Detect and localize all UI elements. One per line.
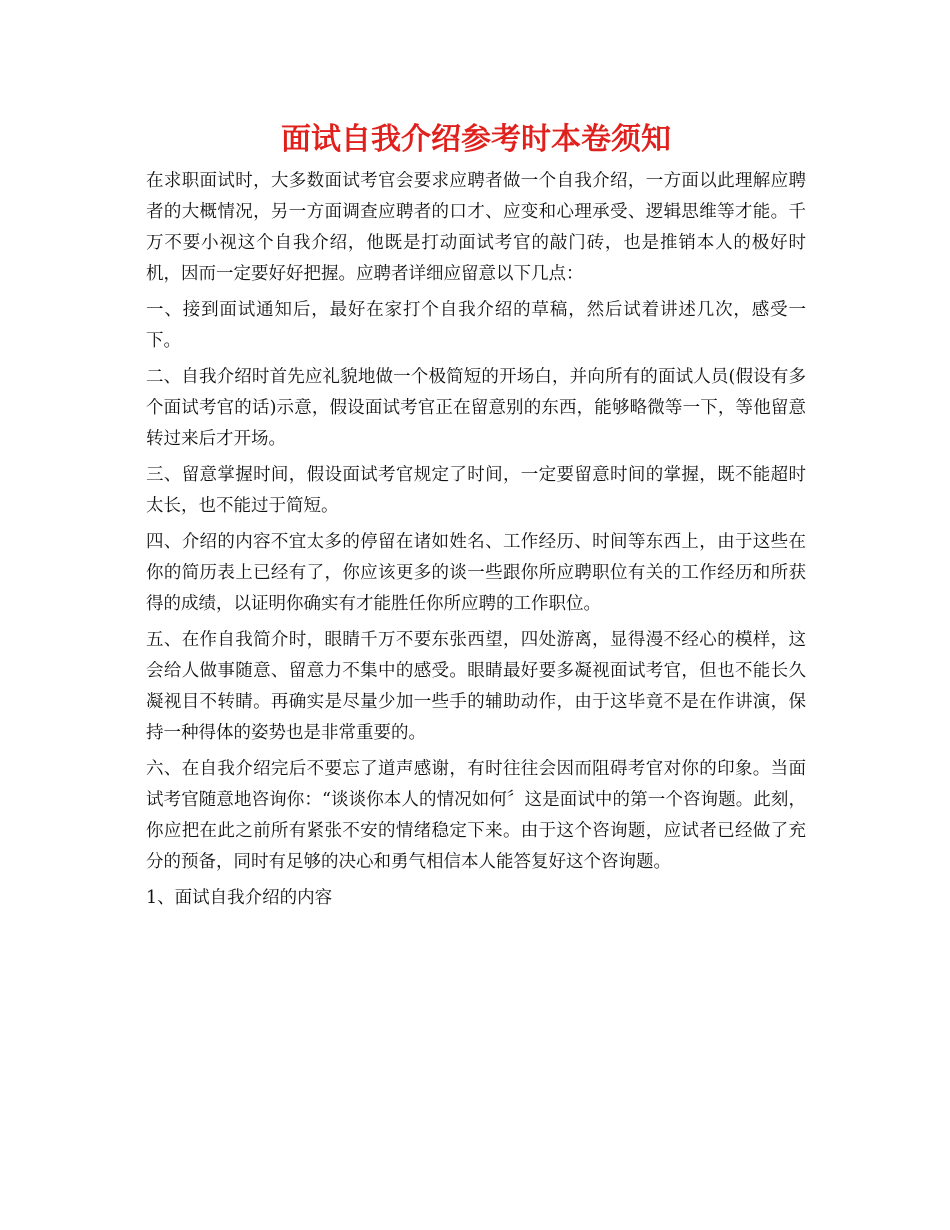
paragraph-intro: 在求职面试时，大多数面试考官会要求应聘者做一个自我介绍，一方面以此理解应聘者的大概情况，另一方面调查应聘者的口才、应变和心理承受、逻辑思维等才能。千万不要小视这个自我介绍，他既是打动面试考官的敲门砖，也是推销本人的极好时机，因而一定要好好把握。应聘者详细应留意以下几点： <box>146 171 806 284</box>
paragraph-point-1: 一、接到面试通知后，最好在家打个自我介绍的草稿，然后试着讲述几次，感受一下。 <box>146 300 806 351</box>
paragraph-point-4: 四、介绍的内容不宜太多的停留在诸如姓名、工作经历、时间等东西上，由于这些在你的简历表上已经有了，你应该更多的谈一些跟你所应聘职位有关的工作经历和所获得的成绩，以证明你确实有才能胜任你所应聘的工作职位。 <box>146 532 806 614</box>
document-body <box>146 166 806 914</box>
document-page <box>146 118 806 914</box>
paragraph-point-5: 五、在作自我简介时，眼睛千万不要东张西望，四处游离，显得漫不经心的模样，这会给人做事随意、留意力不集中的感受。眼睛最好要多凝视面试考官，但也不能长久凝视目不转睛。再确实是尽量少加一些手的辅助动作，由于这毕竟不是在作讲演，保持一种得体的姿势也是非常重要的。 <box>146 630 806 743</box>
document-title: 面试自我介绍参考时本卷须知 <box>281 122 671 157</box>
paragraph-point-2: 二、自我介绍时首先应礼貌地做一个极简短的开场白，并向所有的面试人员(假设有多个面试考官的话)示意，假设面试考官正在留意别的东西，能够略微等一下，等他留意转过来后才开场。 <box>146 367 806 449</box>
paragraph-point-6: 六、在自我介绍完后不要忘了道声感谢，有时往往会因而阻碍考官对你的印象。当面试考官随意地咨询你：“谈谈你本人的情况如何〞这是面试中的第一个咨询题。此刻，你应把在此之前所有紧张不安的情绪稳定下来。由于这个咨询题，应试者已经做了充分的预备，同时有足够的决心和勇气相信本人能答复好这个咨询题。 <box>146 759 806 872</box>
section-heading-1: 1、面试自我介绍的内容 <box>146 888 333 908</box>
paragraph-point-3: 三、留意掌握时间，假设面试考官规定了时间，一定要留意时间的掌握，既不能超时太长，也不能过于简短。 <box>146 465 806 516</box>
